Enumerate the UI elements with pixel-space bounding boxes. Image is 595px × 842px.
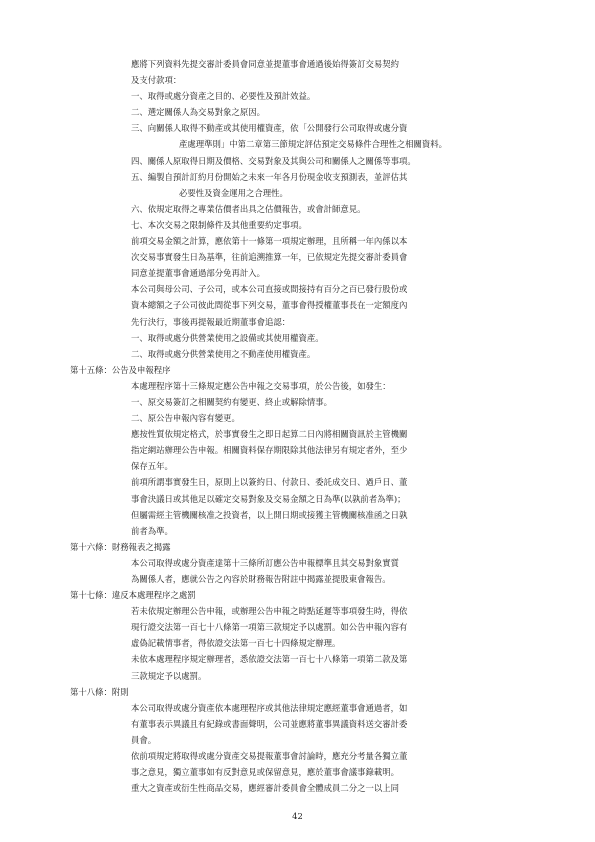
text-line: 五、編製自預計訂約月份開始之未來一年各月份現金收支預測表，並評估其 — [131, 171, 408, 182]
text-line: 未依本處理程序規定辦理者，悉依證交法第一百七十八條第一項第二款及第 — [131, 654, 408, 665]
text-line: 事之意見，獨立董事如有反對意見或保留意見，應於董事會議事錄載明。 — [131, 767, 399, 778]
text-line: 應按性質依規定格式，於事實發生之即日起算二日內將相關資訊於主管機關 — [131, 429, 408, 440]
text-line: 有董事表示異議且有紀錄或書面聲明，公司並應將董事異議資料送交審計委 — [131, 718, 408, 729]
text-line: 指定網站辦理公告申報。相關資料保存期限除其他法律另有規定者外，至少 — [131, 445, 408, 456]
text-line: 一、取得或處分資產之目的、必要性及預計效益。 — [131, 91, 316, 102]
article-heading: 第十五條：公告及申報程序 — [70, 364, 171, 375]
text-line: 本公司與母公司、子公司，或本公司直接或間接持有百分之百已發行股份或 — [131, 284, 408, 295]
text-line: 本公司取得或處分資產達第十三條所訂應公告申報標準且其交易對象實質 — [131, 557, 399, 568]
text-line: 二、原公告申報內容有變更。 — [131, 413, 240, 424]
text-line: 及支付款項： — [131, 75, 182, 86]
article-heading: 第十八條：附則 — [70, 686, 129, 697]
text-line: 為關係人者，應就公告之內容於財務報告附註中揭露並提股東會報告。 — [131, 574, 391, 584]
text-line: 資本總額之子公司彼此間從事下列交易，董事會得授權董事長在一定額度內 — [131, 300, 408, 311]
text-line: 員會。 — [131, 734, 157, 745]
text-line: 六、依規定取得之專業估價者出具之估價報告，或會計師意見。 — [131, 203, 366, 214]
text-line: 一、取得或處分供營業使用之設備或其使用權資產。 — [131, 332, 324, 343]
text-line: 虛偽記載情事者，得依證交法第一百七十四條規定辦理。 — [131, 638, 341, 649]
text-line: 三、向關係人取得不動產或其使用權資產，依「公開發行公司取得或處分資 — [131, 123, 408, 134]
text-line: 依前項規定將取得或處分資產交易提報董事會討論時，應充分考量各獨立董 — [131, 751, 408, 762]
article-heading: 第十七條：違反本處理程序之處罰 — [70, 590, 196, 601]
text-line: 三款規定予以處罰。 — [131, 670, 207, 681]
text-line: 現行證交法第一百七十八條第一項第三款規定予以處罰。如公告申報內容有 — [131, 622, 408, 633]
text-line: 同意並提董事會通過部分免再計入。 — [131, 268, 265, 279]
text-line: 但屬需經主管機關核准之投資者，以上開日期或接獲主管機關核准函之日孰 — [131, 509, 408, 520]
text-line: 二、選定關係人為交易對象之原因。 — [131, 107, 265, 118]
text-line: 本公司取得或處分資產依本處理程序或其他法律規定應經董事會通過者，如 — [131, 702, 408, 713]
text-line: 事會決議日或其他足以確定交易對象及交易金額之日為準(以孰前者為準)； — [131, 493, 406, 504]
text-line: 本處理程序第十三條規定應公告申報之交易事項，於公告後，如發生： — [131, 380, 391, 391]
text-line: 先行決行，事後再提報最近期董事會追認： — [131, 316, 291, 327]
text-line: 必要性及資金運用之合理性。 — [179, 187, 288, 198]
document-body — [70, 56, 528, 796]
text-line: 前項交易金額之計算，應依第十一條第一項規定辦理，且所稱一年內係以本 — [131, 236, 408, 247]
text-line: 若未依規定辦理公告申報，或辦理公告申報之時點延遲等事項發生時，得依 — [131, 606, 408, 617]
text-line: 一、原交易簽訂之相關契約有變更、終止或解除情事。 — [131, 396, 332, 407]
text-line: 次交易事實發生日為基準，往前追溯推算一年，已依規定先提交審計委員會 — [131, 252, 408, 263]
text-line: 保存五年。 — [131, 461, 173, 472]
text-line: 重大之資產或衍生性商品交易，應經審計委員會全體成員二分之一以上同 — [131, 783, 399, 794]
text-line: 四、關係人原取得日期及價格、交易對象及其與公司和關係人之關係等事項。 — [131, 155, 416, 166]
page-number: 42 — [292, 811, 303, 821]
text-line: 前者為準。 — [131, 525, 173, 536]
text-line: 七、本次交易之限制條件及其他重要約定事項。 — [131, 219, 307, 230]
text-line: 產處理準則」中第二章第三節規定評估預定交易條件合理性之相關資料。 — [179, 139, 447, 150]
article-heading: 第十六條：財務報表之揭露 — [70, 541, 171, 552]
text-line: 二、取得或處分供營業使用之不動產使用權資產。 — [131, 348, 316, 359]
text-line: 應將下列資料先提交審計委員會同意並提董事會通過後始得簽訂交易契約 — [131, 59, 399, 69]
text-line: 前項所謂事實發生日，原則上以簽約日、付款日、委託成交日、過戶日、董 — [131, 477, 408, 488]
